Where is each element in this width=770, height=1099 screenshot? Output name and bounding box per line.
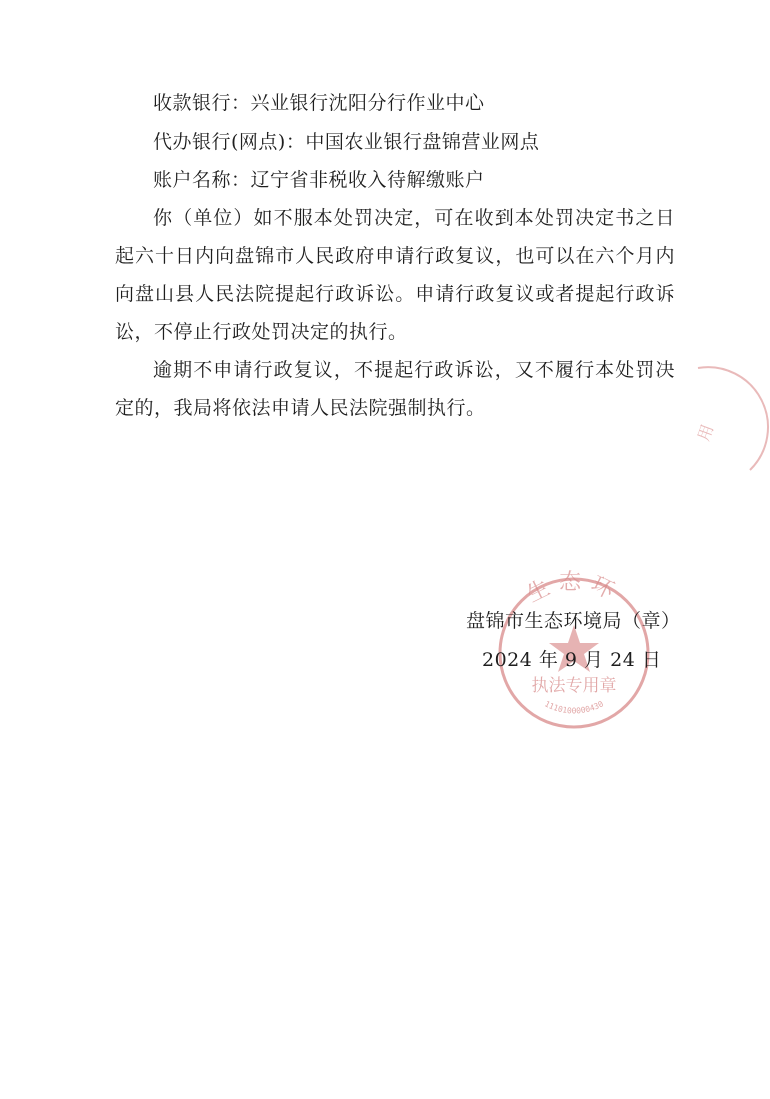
seal-number: 1110100000430 <box>543 699 605 716</box>
edge-seal-fragment <box>690 360 770 480</box>
bank-label: 收款银行： <box>153 92 251 114</box>
seal-bottom-text: 执法专用章 <box>531 676 617 696</box>
account-name-value: 辽宁省非税收入待解缴账户 <box>250 169 485 191</box>
account-name-line <box>153 168 675 192</box>
issuing-authority: 盘锦市生态环境局（章） <box>466 610 681 632</box>
paragraph1-line-3: 向盘山县人民法院提起行政诉讼。申请行政复议或者提起行政诉 <box>115 283 675 305</box>
paragraph2-line-2: 定的，我局将依法申请人民法院强制执行。 <box>115 397 486 419</box>
bank-value: 兴业银行沈阳分行作业中心 <box>250 92 485 114</box>
edge-seal-text: 用 <box>693 421 718 444</box>
agent-bank-line <box>153 130 675 154</box>
agent-bank-value: 中国农业银行盘锦营业网点 <box>305 131 540 153</box>
paragraph1-line-1: 你（单位）如不服本处罚决定，可在收到本处罚决定书之日 <box>153 207 675 229</box>
paragraph2-line-1: 逾期不申请行政复议，不提起行政诉讼，又不履行本处罚决 <box>153 359 675 381</box>
bank-line <box>153 91 675 115</box>
account-name-label: 账户名称： <box>153 169 251 191</box>
seal-top-text: 生态环 <box>523 570 625 608</box>
issue-date: 2024 年 9 月 24 日 <box>482 649 662 671</box>
agent-bank-label: 代办银行(网点)： <box>153 131 306 153</box>
paragraph1-line-4: 讼，不停止行政处罚决定的执行。 <box>115 321 408 343</box>
paragraph1-line-2: 起六十日内向盘锦市人民政府申请行政复议，也可以在六个月内 <box>115 245 675 267</box>
